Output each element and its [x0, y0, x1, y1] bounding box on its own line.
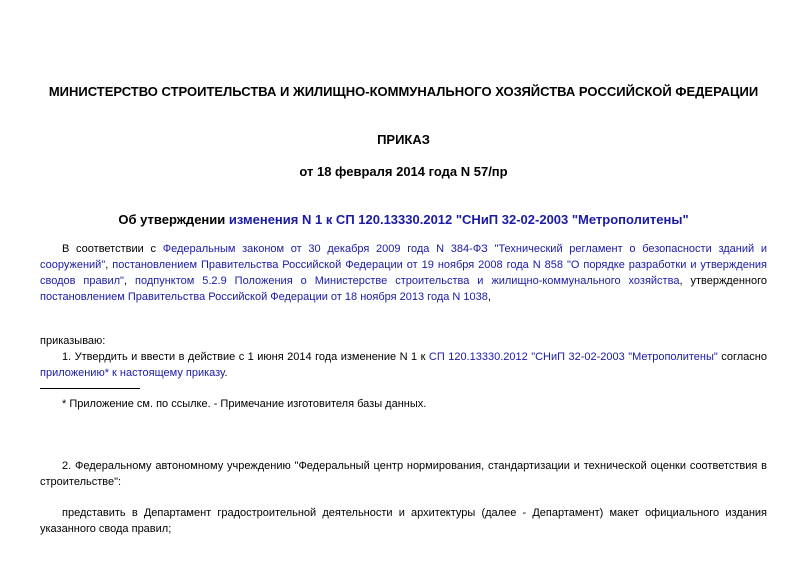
footnote-divider	[40, 388, 140, 389]
ministry-regulation-link[interactable]: подпунктом 5.2.9 Положения о Министерстве строительства и жилищно-коммунального хозяйства	[134, 275, 680, 287]
sp-120-link[interactable]: СП 120.13330.2012 "СНиП 32-02-2003 "Метрополитены"	[428, 351, 718, 363]
item-2-subparagraph: представить в Департамент градостроительной деятельности и архитектуры (далее - Департамент) макет официального издания указанного свода правил;	[40, 507, 767, 535]
preamble-text-2: ,	[105, 259, 113, 271]
preamble-text-3: ,	[123, 275, 135, 287]
order-subject	[40, 212, 767, 228]
item-2-paragraph: 2. Федеральному автономному учреждению "Федеральный центр нормирования, стандартизации и технической оценки соответствия в строительстве":	[40, 460, 767, 488]
preamble-paragraph	[40, 241, 767, 305]
appendix-link[interactable]: приложению* к настоящему приказу	[40, 367, 225, 379]
order-title: ПРИКАЗ	[377, 132, 430, 147]
order-verb: приказываю:	[40, 335, 106, 347]
subject-prefix: Об утверждении	[118, 212, 229, 227]
item-1-paragraph	[40, 349, 767, 381]
government-decree-858-link[interactable]: постановлением Правительства Российской Федерации от 19 ноября 2008 года N 858 "О порядке разработки и утверждения сводов правил"	[40, 259, 767, 287]
preamble-text-4: , утвержденного	[679, 275, 767, 287]
item-1-text-1: 1. Утвердить и ввести в действие с 1 июня 2014 года изменение N 1 к	[62, 351, 429, 363]
item-1-text-3: .	[224, 367, 228, 379]
preamble-text-5: ,	[487, 291, 491, 303]
ministry-heading: МИНИСТЕРСТВО СТРОИТЕЛЬСТВА И ЖИЛИЩНО-КОММУНАЛЬНОГО ХОЗЯЙСТВА РОССИЙСКОЙ ФЕДЕРАЦИИ	[48, 84, 759, 99]
order-date: от 18 февраля 2014 года N 57/пр	[299, 164, 508, 179]
item-1-text-2: согласно	[717, 351, 767, 363]
footnote-text: * Приложение см. по ссылке. - Примечание изготовителя базы данных.	[62, 398, 427, 410]
federal-law-link[interactable]: Федеральным законом от 30 декабря 2009 года N 384-ФЗ "Технический регламент о безопасности зданий и сооружений"	[40, 243, 768, 271]
preamble-text-1: В соответствии с	[62, 243, 163, 255]
subject-link[interactable]: изменения N 1 к СП 120.13330.2012 "СНиП 32-02-2003 "Метрополитены"	[228, 212, 689, 227]
government-decree-1038-link[interactable]: постановлением Правительства Российской Федерации от 18 ноября 2013 года N 1038	[40, 291, 488, 303]
